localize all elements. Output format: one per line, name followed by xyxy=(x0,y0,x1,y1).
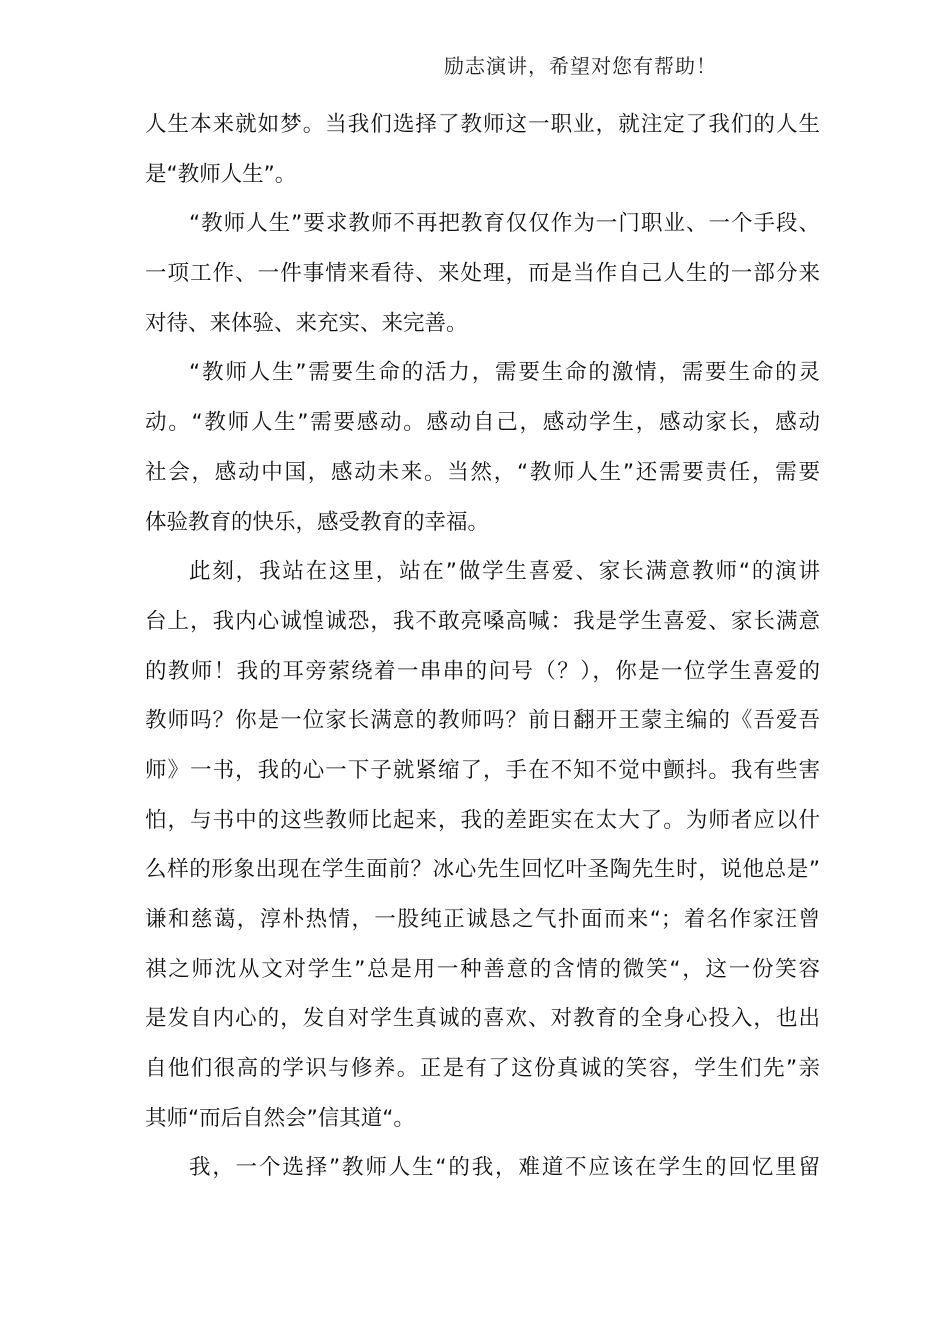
text-line: 一项工作、一件事情来看待、来处理，而是当作自己人生的一部分来 xyxy=(145,261,820,287)
text-line: 的教师！我的耳旁萦绕着一串串的问号（？），你是一位学生喜爱的 xyxy=(145,658,820,684)
text-line: 台上，我内心诚惶诚恐，我不敢亮嗓高喊：我是学生喜爱、家长满意 xyxy=(145,608,820,634)
text-line: 此刻，我站在这里，站在”做学生喜爱、家长满意教师“的演讲 xyxy=(189,559,820,585)
text-line: 其师“而后自然会”信其道“。 xyxy=(145,1105,415,1131)
text-line: 教师吗？你是一位家长满意的教师吗？前日翻开王蒙主编的《吾爱吾 xyxy=(145,708,820,734)
text-line: 谦和慈蔼，淳朴热情，一股纯正诚恳之气扑面而来“；着名作家汪曾 xyxy=(145,907,820,932)
text-line: “教师人生”要求教师不再把教育仅仅作为一门职业、一个手段、 xyxy=(189,211,820,237)
text-line: 怕，与书中的这些教师比起来，我的差距实在太大了。为师者应以什 xyxy=(145,807,820,833)
text-line: 社会，感动中国，感动未来。当然，“教师人生”还需要责任，需要 xyxy=(145,459,820,485)
text-line: 动。“教师人生”需要感动。感动自己，感动学生，感动家长，感动 xyxy=(145,410,820,436)
text-line: 么样的形象出现在学生面前？冰心先生回忆叶圣陶先生时，说他总是” xyxy=(145,857,820,883)
text-line: 祺之师沈从文对学生”总是用一种善意的含情的微笑“，这一份笑容 xyxy=(145,956,820,982)
document-body xyxy=(145,100,820,1193)
text-line: 自他们很高的学识与修养。正是有了这份真诚的笑容，学生们先”亲 xyxy=(145,1056,820,1082)
text-line: 我，一个选择”教师人生“的我，难道不应该在学生的回忆里留 xyxy=(189,1155,820,1181)
text-line: 是发自内心的，发自对学生真诚的喜欢、对教育的全身心投入，也出 xyxy=(145,1006,820,1032)
text-line: 是“教师人生”。 xyxy=(145,161,297,187)
text-line: 人生本来就如梦。当我们选择了教师这一职业，就注定了我们的人生 xyxy=(145,112,820,137)
text-line: 师》一书，我的心一下子就紧缩了，手在不知不觉中颤抖。我有些害 xyxy=(145,757,820,783)
text-line: 对待、来体验、来充实、来完善。 xyxy=(145,310,468,336)
text-line: “教师人生”需要生命的活力，需要生命的激情，需要生命的灵 xyxy=(189,360,820,386)
text-line: 体验教育的快乐，感受教育的幸福。 xyxy=(145,509,490,535)
page-header: 励志演讲，希望对您有帮助！ xyxy=(444,54,717,78)
